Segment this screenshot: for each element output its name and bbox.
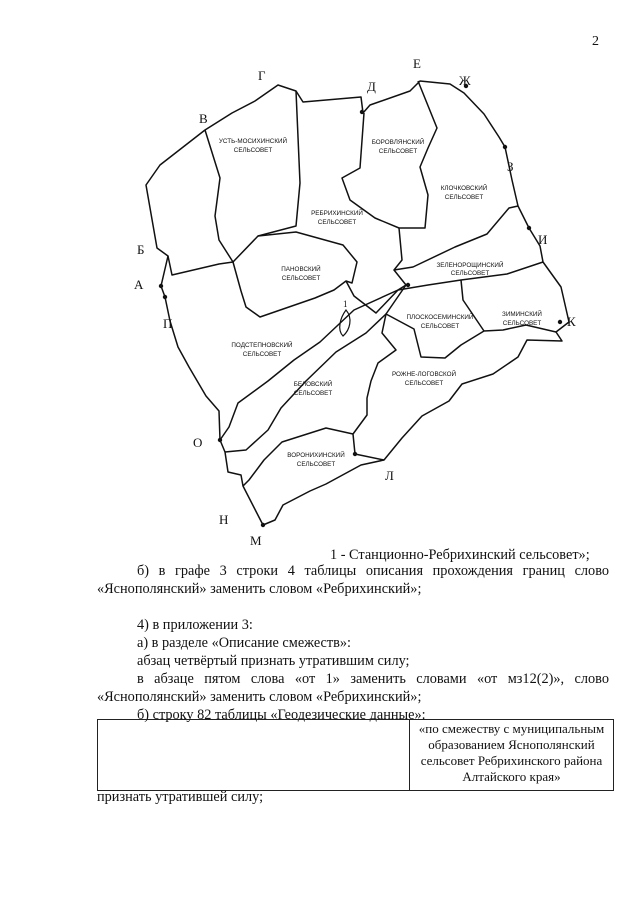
cell-line: образованием Яснополянский xyxy=(428,737,595,752)
text-line: в абзаце пятом слова «от 1» заменить словами «от мз12(2)», слово xyxy=(137,671,609,687)
region-label: ПАНОВСКИЙ xyxy=(281,266,321,273)
cell-line: «по смежеству с муниципальным xyxy=(418,721,605,736)
region-label: РЕБРИХИНСКИЙ xyxy=(311,210,363,217)
region-label: ЗЕЛЕНОРОЩИНСКИЙ xyxy=(436,262,504,269)
point-label: Н xyxy=(219,512,229,527)
paragraph-appendix3 xyxy=(97,616,609,724)
region-label: СЕЛЬСОВЕТ xyxy=(242,351,282,358)
cell-line: Алтайского края» xyxy=(462,769,561,784)
text-line: абзац четвёртый признать утратившим силу; xyxy=(137,653,410,669)
point-label: 1 xyxy=(343,299,348,309)
region-label: БЕЛОВСКИЙ xyxy=(293,381,333,388)
table-cell-empty xyxy=(98,720,410,791)
point-label: А xyxy=(134,277,144,292)
region-label: СЕЛЬСОВЕТ xyxy=(296,461,336,468)
text-line: а) в разделе «Описание смежеств»: xyxy=(137,635,352,651)
region-label: СЕЛЬСОВЕТ xyxy=(233,147,273,154)
boundary xyxy=(220,290,398,440)
region-label: РОЖНЕ-ЛОГОВСКОЙ xyxy=(391,371,457,378)
closing-line: признать утратившей силу; xyxy=(97,789,264,805)
region-label: БОРОВЛЯНСКИЙ xyxy=(371,139,425,146)
region-label: ЗИМИНСКИЙ xyxy=(502,311,542,318)
point-label: И xyxy=(538,232,548,247)
boundary xyxy=(394,206,518,270)
boundary xyxy=(205,91,300,262)
point-label: Л xyxy=(385,468,394,483)
region-label: ПЛОСКОСЕМИНСКИЙ xyxy=(406,314,474,321)
table-cell-description xyxy=(410,720,614,791)
point-label: Е xyxy=(413,56,421,71)
geodetic-data-table xyxy=(97,719,614,791)
point-label: Д xyxy=(367,79,376,94)
point-label: О xyxy=(193,435,203,450)
point-label: Ж xyxy=(459,73,471,88)
point-label: М xyxy=(250,533,262,548)
region-label: СЕЛЬСОВЕТ xyxy=(281,275,321,282)
point-label: П xyxy=(163,316,173,331)
region-label: СЕЛЬСОВЕТ xyxy=(404,380,444,387)
text-line: «Яснополянский» заменить словом «Ребрихинский»; xyxy=(97,581,422,597)
region-label: СЕЛЬСОВЕТ xyxy=(378,148,418,155)
text-line: б) в графе 3 строки 4 таблицы описания прохождения границ слово xyxy=(137,563,609,579)
point-label: Г xyxy=(258,68,266,83)
region-label: ПОДСТЕПНОВСКИЙ xyxy=(231,342,293,349)
cell-line: сельсовет Ребрихинского района xyxy=(420,753,603,768)
page-number: 2 xyxy=(592,34,599,49)
text-line: «Яснополянский» заменить словом «Ребрихинский»; xyxy=(97,689,422,705)
point-label: Б xyxy=(137,242,145,257)
text-line: 4) в приложении 3: xyxy=(137,617,253,633)
paragraph-b-column3 xyxy=(97,562,609,598)
boundary xyxy=(461,280,484,331)
region-label: ВОРОНИХИНСКИЙ xyxy=(287,452,345,459)
region-label: СЕЛЬСОВЕТ xyxy=(502,320,542,327)
point-label: З xyxy=(507,159,514,174)
boundary xyxy=(168,256,233,275)
region-label: СЕЛЬСОВЕТ xyxy=(293,390,333,397)
point-label: К xyxy=(567,314,576,329)
region-label: КЛОЧКОВСКИЙ xyxy=(440,185,488,192)
region-label: СЕЛЬСОВЕТ xyxy=(317,219,357,226)
region-label: СЕЛЬСОВЕТ xyxy=(450,270,490,277)
boundary xyxy=(353,314,396,460)
table-row xyxy=(98,720,614,791)
map-legend: 1 - Станционно-Ребрихинский сельсовет»; xyxy=(330,547,590,563)
region-label: СЕЛЬСОВЕТ xyxy=(444,194,484,201)
region-label: СЕЛЬСОВЕТ xyxy=(420,323,460,330)
text-line: б) строку 82 таблицы «Геодезические данные»: xyxy=(137,707,426,723)
point-label: В xyxy=(199,111,208,126)
region-label: УСТЬ-МОСИХИНСКИЙ xyxy=(218,138,288,145)
